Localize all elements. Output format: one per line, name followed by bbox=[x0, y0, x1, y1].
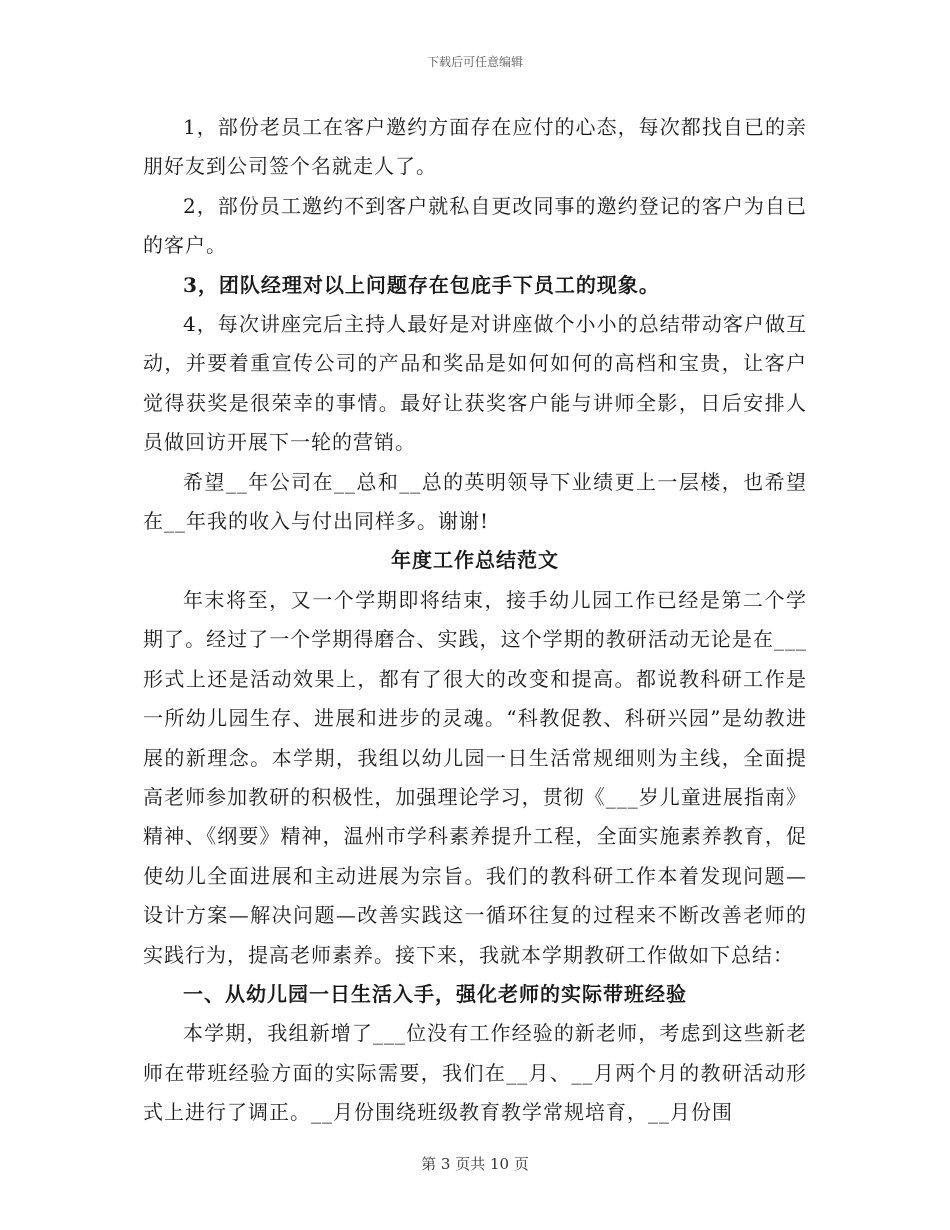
section-title: 年度工作总结范文 bbox=[391, 548, 559, 573]
page-footer: 第 3 页共 10 页 bbox=[421, 1155, 529, 1173]
paragraph-5: 希望__年公司在__总和__总的英明领导下业绩更上一层楼，也希望在__年我的收入与付出同样多。谢谢! bbox=[143, 469, 807, 534]
paragraph-1: 1，部份老员工在客户邀约方面存在应付的心态，每次都找自已的亲朋好友到公司签个名就走人了。 bbox=[143, 115, 807, 179]
page-header: 下载后可任意编辑 bbox=[426, 55, 523, 69]
paragraph-2: 2，部份员工邀约不到客户就私自更改同事的邀约登记的客户为自已的客户。 bbox=[143, 193, 807, 258]
paragraph-4: 4，每次讲座完后主持人最好是对讲座做个小小的总结带动客户做互动，并要着重宣传公司的产品和奖品是如何如何的高档和宝贵，让客户觉得获奖是很荣幸的事情。最好让获奖客户能与讲师全影，日后安排人员做回访开展下一轮的营销。 bbox=[143, 312, 807, 455]
section-heading-1: 一、从幼儿园一日生活入手，强化老师的实际带班经验 bbox=[183, 981, 687, 1006]
paragraph-3: 3，团队经理对以上问题存在包庇手下员工的现象。 bbox=[183, 272, 660, 297]
paragraph-6: 年末将至，又一个学期即将结束，接手幼儿园工作已经是第二个学期了。经过了一个学期得磨合、实践，这个学期的教研活动无论是在___形式上还是活动效果上，都有了很大的改变和提高。都说教科研工作是一所幼儿园生存、进展和进步的灵魂。“科教促教、科研兴园”是幼教进展的新理念。本学期，我组以幼儿园一日生活常规细则为主线，全面提高老师参加教研的积极性，加强理论学习，贯彻《___岁儿童进展指南》精神、《纲要》精神，温州市学科素养提升工程，全面实施素养教育，促使幼儿全面进展和主动进展为宗旨。我们的教科研工作本着发现问题—设计方案—解决问题—改善实践这一循环往复的过程来不断改善老师的实践行为，提高老师素养。接下来，我就本学期教研工作做如下总结： bbox=[143, 587, 807, 967]
document-body bbox=[143, 108, 807, 1133]
paragraph-7: 本学期，我组新增了___位没有工作经验的新老师，考虑到这些新老师在带班经验方面的实际需要，我们在__月、__月两个月的教研活动形式上进行了调正。__月份围绕班级教育教学常规培育，__月份围 bbox=[143, 1021, 807, 1125]
